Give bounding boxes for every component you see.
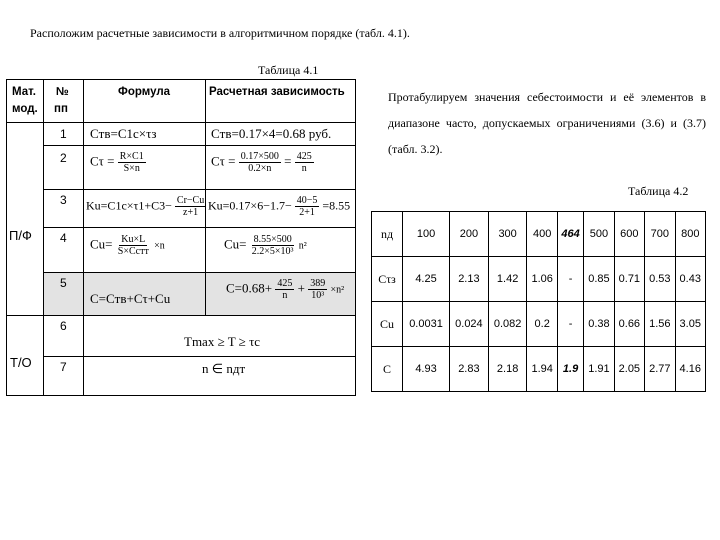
cell: 0.85 <box>584 257 614 302</box>
row4-formula: Cu= $\frac{Ku\times L}{\text{S×Cстт}}$ ×n <box>90 234 165 257</box>
cell: 500 <box>584 212 614 257</box>
cell: 1.56 <box>645 302 675 347</box>
row6-num: 6 <box>60 319 67 333</box>
cell: 0.66 <box>614 302 644 347</box>
cell: 0.38 <box>584 302 614 347</box>
row3-formula: Ku=C1c×τ1+C3− $\frac{Cr-Cu}{z+1}$ <box>86 195 205 218</box>
cell: 600 <box>614 212 644 257</box>
cell: 0.43 <box>675 257 705 302</box>
row-label: nд <box>372 212 403 257</box>
table2-row-cu <box>372 302 706 347</box>
row-label: C <box>372 347 403 392</box>
header-mod-1: Мат. <box>12 86 36 98</box>
cell: 0.71 <box>614 257 644 302</box>
cell: 4.25 <box>403 257 450 302</box>
header-num-2: пп <box>54 103 68 115</box>
table-4-2 <box>371 211 706 392</box>
header-mod-2: мод. <box>12 103 38 115</box>
row2-calc: Cτ = $\frac{0.17\times 500}{0.2\times n}$ = $\frac{425}{n}$ <box>211 151 312 174</box>
row3-calc: Ku=0.17×6−1.7− $\frac{40-5}{2+1}$ =8.55 <box>208 195 351 218</box>
cell: 2.18 <box>488 347 527 392</box>
cell: 2.83 <box>450 347 489 392</box>
cell: 1.06 <box>527 257 557 302</box>
paragraph-text: Протабулируем значения себестоимости и её элементов в диапазоне часто, допускаемых ограничениями (3.6) и (3.7) (табл. 3.2). <box>388 90 706 156</box>
cell: 2.77 <box>645 347 675 392</box>
cell: 4.93 <box>403 347 450 392</box>
cell: 0.2 <box>527 302 557 347</box>
table2-row-c <box>372 347 706 392</box>
row5-num: 5 <box>60 276 67 290</box>
cell: 4.16 <box>675 347 705 392</box>
cell: 1.42 <box>488 257 527 302</box>
group-label-pf: П/Ф <box>9 228 32 243</box>
row7-formula: n ∈ nдт <box>202 361 246 376</box>
cell: 0.082 <box>488 302 527 347</box>
cell: 2.13 <box>450 257 489 302</box>
row1-formula: Cтв=C1c×τз <box>90 126 157 141</box>
cell: - <box>557 257 583 302</box>
table2-row-ct <box>372 257 706 302</box>
intro-text: Расположим расчетные зависимости в алгоритмичном порядке (табл. 4.1). <box>30 26 410 40</box>
row6-formula: Tmax ≥ T ≥ τс <box>184 334 261 349</box>
cell: 0.53 <box>645 257 675 302</box>
cell: 100 <box>403 212 450 257</box>
table-4-1 <box>6 79 356 396</box>
row7-num: 7 <box>60 360 67 374</box>
cell-highlight: 1.9 <box>557 347 583 392</box>
header-formula: Формула <box>118 86 171 98</box>
row1-calc: Cтв=0.17×4=0.68 руб. <box>211 126 332 141</box>
row4-calc: Cu= $\frac{8.55\times 500}{\text{2.2×5×10³}}$ n² <box>224 234 307 257</box>
cell: 300 <box>488 212 527 257</box>
cell-highlight: 464 <box>557 212 583 257</box>
table1-caption: Таблица 4.1 <box>258 63 319 77</box>
row3-num: 3 <box>60 193 67 207</box>
row4-num: 4 <box>60 231 67 245</box>
row1-num: 1 <box>60 127 67 141</box>
cell: 1.91 <box>584 347 614 392</box>
cell: 200 <box>450 212 489 257</box>
cell: - <box>557 302 583 347</box>
row-label: Cu <box>372 302 403 347</box>
group-label-to: Т/О <box>10 355 32 370</box>
table2-row-n <box>372 212 706 257</box>
cell: 800 <box>675 212 705 257</box>
header-num-1: № <box>56 86 69 98</box>
cell: 2.05 <box>614 347 644 392</box>
cell: 0.024 <box>450 302 489 347</box>
row2-formula: Cτ = $\frac{R\times C1}{S\times n}$ <box>90 151 144 174</box>
cell: 400 <box>527 212 557 257</box>
row-label: Cτз <box>372 257 403 302</box>
table2-caption: Таблица 4.2 <box>628 184 689 198</box>
cell: 0.0031 <box>403 302 450 347</box>
cell: 1.94 <box>527 347 557 392</box>
cell: 3.05 <box>675 302 705 347</box>
row5-formula: C=Cтв+Cτ+Cu <box>90 291 171 306</box>
row2-num: 2 <box>60 151 67 165</box>
row5-calc: C=0.68+ $\frac{425}{n}$ + $\frac{389}{\text{10³}}$ ×n² <box>226 278 345 301</box>
cell: 700 <box>645 212 675 257</box>
header-calc: Расчетная зависимость <box>209 86 345 98</box>
